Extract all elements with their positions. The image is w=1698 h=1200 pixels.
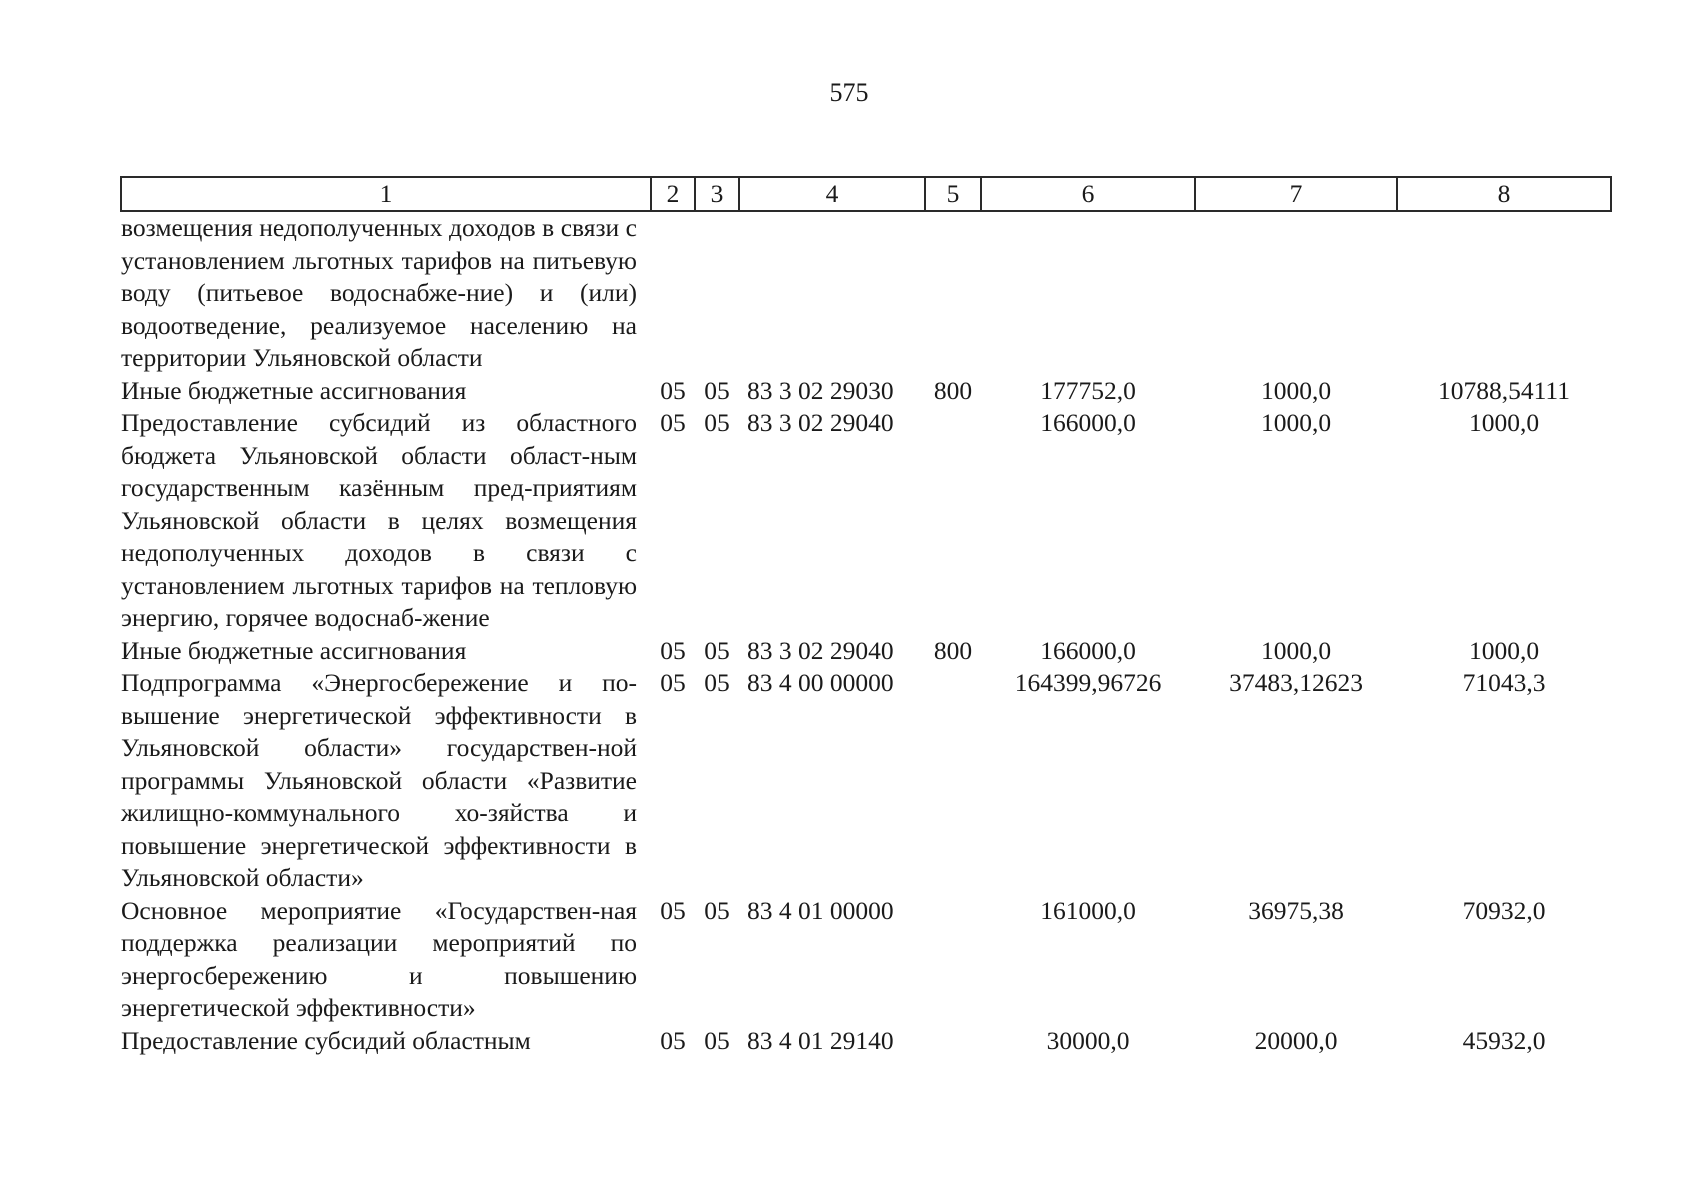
row-description: Иные бюджетные ассигнования [121, 635, 467, 665]
row-description: Основное мероприятие «Государствен-ная поддержка реализации мероприятий по энергосбережению и повышению энергетической эффективности» [121, 895, 637, 1022]
subsection-code [695, 211, 739, 375]
section-code: 05 [660, 895, 686, 925]
table-row [121, 211, 1611, 375]
expense-type-code: 800 [933, 635, 973, 665]
amount-col-7: 36975,38 [1248, 895, 1344, 925]
row-description: Подпрограмма «Энергосбережение и по-вышение энергетической эффективности в Ульяновской области» государствен-ной программы Ульяновской области «Развитие жилищно-коммунального хо-зяйства и повышение энергетической эффективности в Ульяновской области» [121, 668, 637, 892]
column-header-8: 8 [1397, 177, 1611, 211]
expense-type-code [925, 667, 981, 895]
table-row [121, 375, 1611, 408]
target-article-code: 83 4 01 00000 [747, 895, 894, 925]
amount-col-8: 1000,0 [1468, 635, 1540, 665]
section-code: 05 [660, 668, 686, 697]
subsection-code: 05 [704, 635, 730, 665]
column-header-6: 6 [981, 177, 1195, 211]
table-row [121, 667, 1611, 895]
column-header-4: 4 [739, 177, 925, 211]
subsection-code: 05 [704, 1025, 730, 1055]
amount-col-8: 45932,0 [1462, 1025, 1546, 1055]
amount-col-8 [1397, 211, 1611, 375]
amount-col-7: 1000,0 [1260, 375, 1332, 405]
column-header-5: 5 [925, 177, 981, 211]
row-description: Предоставление субсидий из областного бюджета Ульяновской области област-ным государственным казённым пред-приятиям Ульяновской области в целях возмещения недополученных доходов в связи с установлением льготных тарифов на тепловую энергию, горячее водоснаб-жение [121, 408, 637, 632]
amount-col-6: 164399,96726 [1014, 668, 1162, 697]
row-description: возмещения недополученных доходов в связи с установлением льготных тарифов на питьевую воду (питьевое водоснабже-ние) и (или) водоотведение, реализуемое населению на территории Ульяновской области [121, 213, 637, 372]
expense-type-code [925, 895, 981, 1025]
target-article-code: 83 4 00 00000 [747, 668, 894, 697]
section-code: 05 [660, 375, 686, 405]
amount-col-6: 161000,0 [1040, 895, 1136, 925]
target-article-code: 83 3 02 29040 [747, 635, 894, 665]
header-row [121, 177, 1611, 211]
amount-col-6: 166000,0 [1040, 635, 1136, 665]
subsection-code: 05 [704, 408, 730, 437]
amount-col-6: 177752,0 [1040, 375, 1136, 405]
budget-table [120, 176, 1612, 1057]
target-article-code: 83 3 02 29030 [747, 375, 894, 405]
amount-col-8: 1000,0 [1468, 408, 1540, 437]
row-description: Предоставление субсидий областным [121, 1025, 531, 1055]
amount-col-7: 20000,0 [1254, 1025, 1338, 1055]
amount-col-8: 70932,0 [1462, 895, 1546, 925]
section-code: 05 [660, 408, 686, 437]
amount-col-7 [1195, 211, 1397, 375]
amount-col-6 [981, 211, 1195, 375]
target-article-code: 83 4 01 29140 [747, 1025, 894, 1055]
expense-type-code [925, 407, 981, 635]
table-row [121, 407, 1611, 635]
column-header-3: 3 [695, 177, 739, 211]
row-description: Иные бюджетные ассигнования [121, 375, 467, 405]
expense-type-code: 800 [933, 375, 973, 405]
subsection-code: 05 [704, 668, 730, 697]
table-row [121, 1025, 1611, 1058]
subsection-code: 05 [704, 895, 730, 925]
page-number: 575 [829, 78, 869, 107]
section-code: 05 [660, 1025, 686, 1055]
expense-type-code [925, 211, 981, 375]
target-article-code [739, 211, 925, 375]
target-article-code: 83 3 02 29040 [747, 408, 894, 437]
section-code: 05 [660, 635, 686, 665]
table-row [121, 635, 1611, 668]
amount-col-7: 1000,0 [1260, 635, 1332, 665]
amount-col-7: 37483,12623 [1229, 668, 1363, 697]
column-header-7: 7 [1195, 177, 1397, 211]
column-header-2: 2 [651, 177, 695, 211]
amount-col-7: 1000,0 [1260, 408, 1332, 437]
amount-col-6: 166000,0 [1040, 408, 1136, 437]
section-code [651, 211, 695, 375]
amount-col-6: 30000,0 [1046, 1025, 1130, 1055]
table-row [121, 895, 1611, 1025]
expense-type-code [925, 1025, 981, 1058]
subsection-code: 05 [704, 375, 730, 405]
column-header-1: 1 [121, 177, 651, 211]
amount-col-8: 71043,3 [1462, 668, 1546, 697]
amount-col-8: 10788,54111 [1438, 375, 1570, 405]
